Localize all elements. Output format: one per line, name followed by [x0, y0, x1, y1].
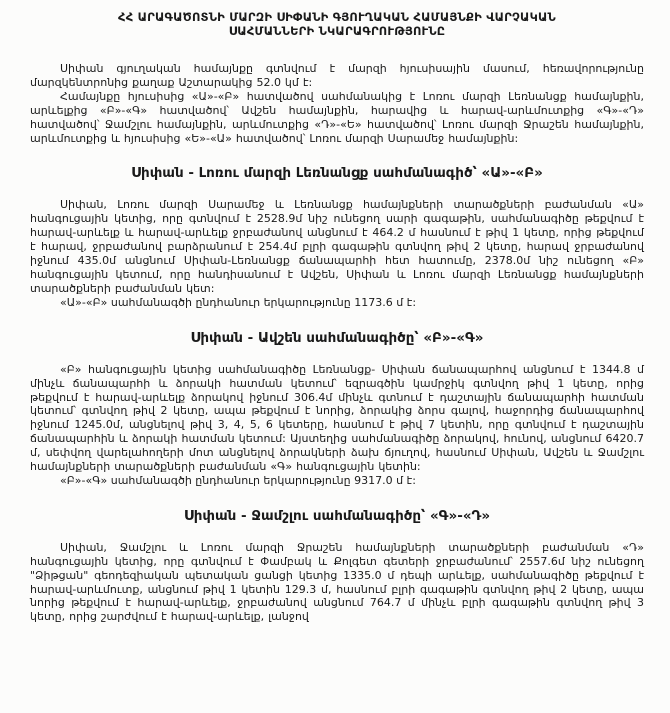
- intro-paragraph-2: Համայնքը հյուսիսից «Ա»-«Բ» հատվածով սահմանակից է Լոռու մարզի Լեռնանցք համայնքին, արևելքից «Բ»-«Գ» հատվածով՝ Ավշեն համայնքին, հարավից և հարավ-արևմուտքից «Գ»-«Դ» հատվածով՝ Ջամշլու համայնքին, արևմուտքից «Դ»-«Ե» հատվածով՝ Լոռու մարզի Ջրաշեն համայնքին, արևմուտքից և հյուսիսից «Ե»-«Ա» հատվածով՝ Լոռու մարզի Սարամեջ համայնքին:: [30, 89, 644, 145]
- document-title: [30, 10, 644, 38]
- section-heading-b-g: Սիփան - Ավշեն սահմանագիծը՝ «Բ»-«Գ»: [190, 329, 484, 346]
- title-spacer: [30, 38, 644, 62]
- section-heading-a-b: Սիփան - Լոռու մարզի Լեռնանցք սահմանագիծ՝ «Ա»-«Բ»: [131, 165, 543, 182]
- section-body-g-d: Սիփան, Ջամշլու և Լոռու մարզի Ջրաշեն համայնքների տարածքների բաժանման «Դ» հանգուցային կետից, որը գտնվում է Փամբակ և Քոլգետ գետերի ջրբաժանում՝ 2557.6մ նիշ ունեցող "Ձիթցան" գեոդեզիական պետական ցանցի կետից 1335.0 մ դեպի արևելք, սահմանագիծը թեքվում է հարավ-արևմուտք, անցնում թիվ 1 կետին 129.3 մ, հասնում բլրի գագաթին գտնվող թիվ 2 կետը, ապա նորից թեքվում է հարավ-արևելք, ջրբաժանով անցնում 764.7 մ մինչև բլրի գագաթին գտնվող թիվ 3 կետը, որից շարժվում է հարավ-արևելք, լանջով: [30, 540, 644, 624]
- section-body-a-b: Սիփան, Լոռու մարզի Սարամեջ և Լեռնանցք համայնքների տարածքների բաժանման «Ա» հանգուցային կետից, որը գտնվում է 2528.9մ նիշ ունեցող սարի գագաթին, սահմանագիծը թեքվում է հարավ-արևելք և հարավ-արևելք ջրբաժանով անցնում է 464.2 մ հասնում է թիվ 1 կետը, որից թեքվում է հարավ, ջրբաժանով բարձրանում է 254.4մ բլրի գագաթին գտնվող թիվ 2 կետը, հարավ ջրբաժանով իջնում 435.0մ անցնում Սիփան-Լեռնանցք ճանապարհի հետ հատումը, 2378.0մ նիշ ունեցող «Բ» հանգուցային կետում, որը հանդիսանում է Ավշեն, Սիփան և Լոռու մարզի Լեռնանցք համայնքների տարածքների բաժանման կետ:: [30, 198, 644, 295]
- section-length-b-g: «Բ»-«Գ» սահմանագծի ընդհանուր երկարությունը 9317.0 մ է:: [60, 473, 416, 487]
- document-title-line-1: ՀՀ ԱՐԱԳԱԾՈՏՆԻ ՄԱՐԶԻ ՍԻՓԱՆԻ ԳՅՈՒՂԱԿԱՆ ՀԱՄԱՅՆՔԻ ՎԱՐՉԱԿԱՆ: [118, 10, 556, 24]
- document-title-line-2: ՍԱՀՄԱՆՆԵՐԻ ՆԿԱՐԱԳՐՈՒԹՅՈՒՆԸ: [228, 24, 446, 38]
- intro-paragraph-1: Սիփան գյուղական համայնքը գտնվում է մարզի հյուսիսային մասում, հեռավորությունը մարզկենտրոնից քաղաք Աշտարակից 52.0 կմ է:: [30, 62, 644, 89]
- section-heading-g-d: Սիփան - Ջամշլու սահմանագիծը՝ «Գ»-«Դ»: [183, 507, 491, 524]
- section-body-b-g: «Բ» հանգուցային կետից սահմանագիծը Լեռնանցք- Սիփան ճանապարհով անցնում է 1344.8 մ մինչև ճանապարհի և ձորակի հատման կետում՝ եզրագծին կամրջիկ գտնվող թիվ 1 կետը, որից թեքվում է հարավ-արևելք ձորակով իջնում 306.4մ մինչև գտնում է դաշտային ճանապարհի հատման կետում՝ գտնվող թիվ 2 կետը, ապա թեքվում է նորից, ձորակից ձորս գալով, հաջորդից ճանապարհով իջնում 1245.0մ, անցնելով թիվ 3, 4, 5, 6 կետերը, հասնում է թիվ 7 կետին, որը գտնվում է դաշտային ճանապարհին և ձորակի հատման կետում: Այստեղից սահմանագիծը ձորակով, հունով, անցնում 6420.7 մ, սեփվող վարելահողերի մոտ անցնելով ձորակների ձախ ճյուղով, հասնում Սիփան, Ավշեն և Ջամշլու համայնքների տարածքների բաժանման «Գ» հանգուցային կետին:: [30, 362, 644, 474]
- section-length-a-b: «Ա»-«Բ» սահմանագծի ընդհանուր երկարությունը 1173.6 մ է:: [60, 295, 417, 309]
